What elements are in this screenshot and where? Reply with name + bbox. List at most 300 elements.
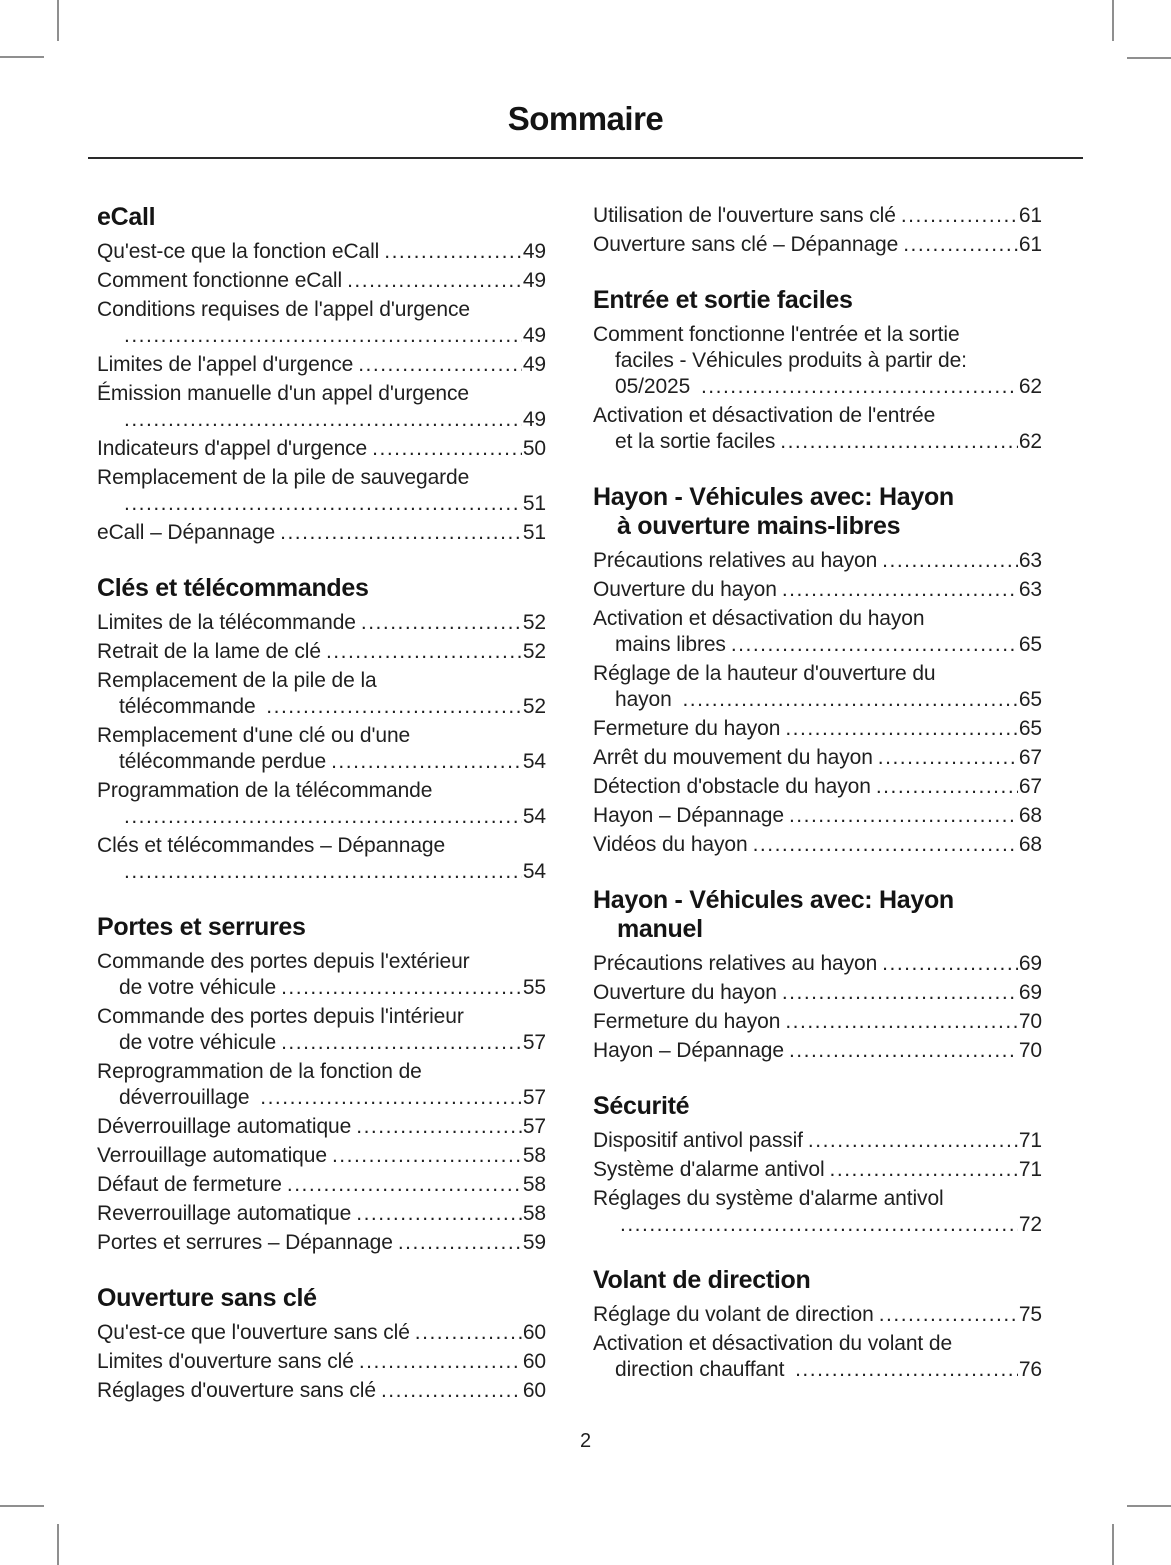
entry-line — [593, 1038, 1042, 1064]
dot-leader — [331, 749, 522, 775]
toc-section — [593, 203, 1042, 258]
entry-page-number: 72 — [1018, 1213, 1042, 1236]
dot-leader — [372, 436, 522, 462]
entry-text: de votre véhicule — [119, 1031, 277, 1054]
entry-text: Réglage du volant de direction — [593, 1303, 874, 1326]
entry-line — [97, 1030, 546, 1056]
entry-line — [593, 374, 1042, 400]
entry-text: eCall – Dépannage — [97, 521, 276, 544]
crop-mark-bottom-right-vertical — [1112, 1524, 1114, 1565]
toc-entry — [97, 1004, 546, 1056]
dot-leader — [782, 577, 1018, 603]
entry-line — [593, 548, 1042, 574]
toc-entry — [593, 1128, 1042, 1154]
section-heading-line: manuel — [617, 915, 703, 943]
entry-page-number: 60 — [522, 1321, 546, 1344]
page-title: Sommaire — [507, 100, 664, 137]
entry-page-number: 76 — [1018, 1358, 1042, 1381]
entry-line — [593, 687, 1042, 713]
entry-text: Vidéos du hayon — [593, 833, 748, 856]
entry-line — [593, 429, 1042, 455]
dot-leader — [753, 832, 1018, 858]
entry-line — [97, 859, 546, 885]
toc-entry — [97, 668, 546, 720]
entry-page-number: 49 — [522, 408, 546, 431]
dot-leader — [124, 407, 522, 433]
section-heading — [97, 574, 546, 603]
toc-entry — [593, 1009, 1042, 1035]
toc-section — [97, 913, 546, 1256]
entry-line — [97, 723, 546, 749]
entry-line — [593, 774, 1042, 800]
dot-leader — [830, 1157, 1018, 1183]
section-heading-line: Volant de direction — [593, 1266, 811, 1294]
entry-text: direction chauffant — [615, 1358, 791, 1381]
toc-column-left — [97, 203, 546, 1407]
entry-text: Réglage de la hauteur d'ouverture du — [593, 662, 936, 685]
dot-leader — [381, 1378, 522, 1404]
toc-entry — [97, 1143, 546, 1169]
dot-leader — [260, 1085, 522, 1111]
section-heading — [593, 1266, 1042, 1295]
entry-page-number: 54 — [522, 805, 546, 828]
section-heading-line: à ouverture mains-libres — [617, 512, 901, 540]
section-heading-line: Ouverture sans clé — [97, 1284, 317, 1312]
dot-leader — [124, 323, 522, 349]
entry-line — [593, 803, 1042, 829]
entry-text: Programmation de la télécommande — [97, 779, 433, 802]
dot-leader — [326, 639, 522, 665]
entry-line — [593, 348, 1042, 374]
entry-line — [97, 491, 546, 517]
crop-mark-top-right-horizontal — [1127, 57, 1171, 59]
entry-page-number: 69 — [1018, 952, 1042, 975]
entry-line — [593, 1357, 1042, 1383]
entry-line — [593, 606, 1042, 632]
toc-entry — [593, 745, 1042, 771]
section-heading — [593, 483, 1042, 541]
entry-text: Arrêt du mouvement du hayon — [593, 746, 873, 769]
dot-leader — [266, 694, 522, 720]
entry-line — [97, 1172, 546, 1198]
crop-mark-top-right-vertical — [1112, 0, 1114, 41]
toc-entry — [97, 610, 546, 636]
toc-entry — [97, 520, 546, 546]
toc-column-right — [593, 203, 1042, 1386]
section-heading-line: Portes et serrures — [97, 913, 306, 941]
toc-entry — [97, 352, 546, 378]
entry-page-number: 65 — [1018, 688, 1042, 711]
entry-text: Fermeture du hayon — [593, 717, 781, 740]
entry-text: Défaut de fermeture — [97, 1173, 282, 1196]
section-heading — [593, 1092, 1042, 1121]
entry-text: Qu'est-ce que la fonction eCall — [97, 240, 380, 263]
entry-page-number: 57 — [522, 1086, 546, 1109]
section-heading-line: eCall — [97, 203, 156, 231]
crop-mark-bottom-left-horizontal — [0, 1505, 44, 1507]
entry-text: Réglages d'ouverture sans clé — [97, 1379, 376, 1402]
dot-leader — [795, 1357, 1018, 1383]
entry-page-number: 65 — [1018, 717, 1042, 740]
entry-line — [593, 832, 1042, 858]
toc-entry — [97, 268, 546, 294]
entry-line — [97, 520, 546, 546]
dot-leader — [124, 804, 522, 830]
entry-text: Limites de la télécommande — [97, 611, 356, 634]
entry-text: Réglages du système d'alarme antivol — [593, 1187, 944, 1210]
entry-page-number: 68 — [1018, 804, 1042, 827]
entry-page-number: 58 — [522, 1173, 546, 1196]
entry-page-number: 62 — [1018, 375, 1042, 398]
crop-mark-bottom-right-horizontal — [1127, 1505, 1171, 1507]
entry-text: Fermeture du hayon — [593, 1010, 781, 1033]
toc-entry — [97, 723, 546, 775]
entry-text: Qu'est-ce que l'ouverture sans clé — [97, 1321, 410, 1344]
entry-line — [97, 833, 546, 859]
entry-text: mains libres — [615, 633, 726, 656]
dot-leader — [879, 1302, 1018, 1328]
toc-entry — [97, 778, 546, 830]
entry-text: déverrouillage — [119, 1086, 256, 1109]
toc-entry — [593, 232, 1042, 258]
entry-line — [593, 980, 1042, 1006]
entry-line — [593, 1331, 1042, 1357]
section-heading — [97, 1284, 546, 1313]
entry-text: Limites de l'appel d'urgence — [97, 353, 354, 376]
entry-line — [97, 1085, 546, 1111]
entry-line — [593, 322, 1042, 348]
entry-line — [97, 975, 546, 1001]
entry-text: Conditions requises de l'appel d'urgence — [97, 298, 470, 321]
toc-section — [593, 1266, 1042, 1383]
entry-line — [97, 1201, 546, 1227]
section-heading — [593, 886, 1042, 944]
entry-line — [97, 639, 546, 665]
toc-section — [593, 1092, 1042, 1238]
entry-page-number: 61 — [1018, 204, 1042, 227]
entry-page-number: 65 — [1018, 633, 1042, 656]
entry-line — [97, 1114, 546, 1140]
dot-leader — [785, 1009, 1018, 1035]
entry-text: Détection d'obstacle du hayon — [593, 775, 871, 798]
entry-line — [97, 949, 546, 975]
entry-text: Remplacement de la pile de la — [97, 669, 377, 692]
entry-line — [593, 632, 1042, 658]
entry-line — [593, 1128, 1042, 1154]
entry-text: Reverrouillage automatique — [97, 1202, 352, 1225]
entry-text: 05/2025 — [615, 375, 696, 398]
toc-entry — [97, 1114, 546, 1140]
entry-page-number: 69 — [1018, 981, 1042, 1004]
toc-entry — [97, 297, 546, 349]
entry-page-number: 68 — [1018, 833, 1042, 856]
dot-leader — [398, 1230, 522, 1256]
entry-text: Hayon – Dépannage — [593, 1039, 784, 1062]
toc-entry — [97, 465, 546, 517]
toc-entry — [593, 1157, 1042, 1183]
toc-entry — [593, 1302, 1042, 1328]
entry-line — [97, 381, 546, 407]
entry-text: hayon — [615, 688, 678, 711]
toc-entry — [97, 1172, 546, 1198]
dot-leader — [782, 980, 1018, 1006]
entry-text: télécommande perdue — [119, 750, 327, 773]
entry-page-number: 49 — [522, 269, 546, 292]
dot-leader — [281, 1030, 522, 1056]
entry-text: Activation et désactivation du hayon — [593, 607, 925, 630]
crop-mark-bottom-left-vertical — [57, 1524, 59, 1565]
entry-page-number: 75 — [1018, 1303, 1042, 1326]
dot-leader — [620, 1212, 1018, 1238]
entry-line — [97, 1320, 546, 1346]
entry-page-number: 54 — [522, 860, 546, 883]
dot-leader — [280, 520, 522, 546]
entry-line — [593, 403, 1042, 429]
entry-line — [593, 577, 1042, 603]
entry-page-number: 67 — [1018, 746, 1042, 769]
entry-page-number: 60 — [522, 1379, 546, 1402]
section-heading — [593, 286, 1042, 315]
entry-page-number: 49 — [522, 240, 546, 263]
toc-section — [97, 203, 546, 546]
toc-entry — [97, 1059, 546, 1111]
entry-line — [593, 1157, 1042, 1183]
entry-page-number: 55 — [522, 976, 546, 999]
toc-entry — [593, 322, 1042, 400]
toc-entry — [593, 832, 1042, 858]
toc-entry — [593, 716, 1042, 742]
entry-text: Reprogrammation de la fonction de — [97, 1060, 422, 1083]
entry-page-number: 60 — [522, 1350, 546, 1373]
entry-line — [593, 1009, 1042, 1035]
toc-entry — [97, 1378, 546, 1404]
entry-text: Dispositif antivol passif — [593, 1129, 803, 1152]
entry-line — [593, 716, 1042, 742]
entry-line — [593, 203, 1042, 229]
entry-line — [97, 1004, 546, 1030]
entry-line — [97, 465, 546, 491]
entry-page-number: 59 — [522, 1231, 546, 1254]
dot-leader — [361, 610, 522, 636]
toc-entry — [593, 1038, 1042, 1064]
dot-leader — [780, 429, 1018, 455]
entry-page-number: 67 — [1018, 775, 1042, 798]
toc-entry — [593, 1186, 1042, 1238]
entry-page-number: 58 — [522, 1144, 546, 1167]
dot-leader — [682, 687, 1017, 713]
entry-page-number: 54 — [522, 750, 546, 773]
entry-line — [97, 1230, 546, 1256]
entry-line — [97, 749, 546, 775]
entry-line — [97, 352, 546, 378]
dot-leader — [903, 232, 1018, 258]
entry-page-number: 71 — [1018, 1129, 1042, 1152]
toc-entry — [97, 949, 546, 1001]
toc-entry — [97, 1201, 546, 1227]
toc-entry — [593, 774, 1042, 800]
entry-line — [97, 804, 546, 830]
entry-text: Commande des portes depuis l'extérieur — [97, 950, 470, 973]
dot-leader — [808, 1128, 1018, 1154]
dot-leader — [332, 1143, 522, 1169]
crop-mark-top-left-vertical — [57, 0, 59, 41]
entry-text: Portes et serrures – Dépannage — [97, 1231, 393, 1254]
dot-leader — [356, 1201, 522, 1227]
dot-leader — [281, 975, 522, 1001]
entry-text: Clés et télécommandes – Dépannage — [97, 834, 446, 857]
entry-text: Précautions relatives au hayon — [593, 952, 878, 975]
entry-line — [97, 694, 546, 720]
entry-text: Système d'alarme antivol — [593, 1158, 825, 1181]
toc-entry — [593, 403, 1042, 455]
entry-page-number: 49 — [522, 324, 546, 347]
entry-page-number: 70 — [1018, 1010, 1042, 1033]
entry-page-number: 51 — [522, 521, 546, 544]
entry-text: Commande des portes depuis l'intérieur — [97, 1005, 464, 1028]
entry-text: Précautions relatives au hayon — [593, 549, 878, 572]
dot-leader — [882, 951, 1018, 977]
dot-leader — [358, 352, 522, 378]
dot-leader — [124, 859, 522, 885]
dot-leader — [878, 745, 1018, 771]
entry-line — [97, 268, 546, 294]
entry-line — [593, 661, 1042, 687]
dot-leader — [359, 1349, 522, 1375]
section-heading-line: Hayon - Véhicules avec: Hayon — [593, 886, 954, 914]
entry-line — [97, 407, 546, 433]
toc-entry — [97, 833, 546, 885]
entry-text: télécommande — [119, 695, 262, 718]
entry-text: Remplacement de la pile de sauvegarde — [97, 466, 470, 489]
entry-text: Retrait de la lame de clé — [97, 640, 321, 663]
entry-line — [97, 1378, 546, 1404]
toc-entry — [593, 1331, 1042, 1383]
dot-leader — [415, 1320, 522, 1346]
section-heading-line: Hayon - Véhicules avec: Hayon — [593, 483, 954, 511]
entry-line — [97, 610, 546, 636]
dot-leader — [287, 1172, 522, 1198]
entry-page-number: 51 — [522, 492, 546, 515]
toc-section — [593, 886, 1042, 1064]
entry-line — [593, 1186, 1042, 1212]
entry-line — [593, 951, 1042, 977]
dot-leader — [901, 203, 1018, 229]
entry-text: Hayon – Dépannage — [593, 804, 784, 827]
section-heading-line: Clés et télécommandes — [97, 574, 369, 602]
entry-text: Utilisation de l'ouverture sans clé — [593, 204, 896, 227]
toc-entry — [593, 203, 1042, 229]
entry-text: Limites d'ouverture sans clé — [97, 1350, 354, 1373]
toc-entry — [97, 381, 546, 433]
entry-line — [97, 323, 546, 349]
toc-entry — [97, 1320, 546, 1346]
entry-text: Comment fonctionne eCall — [97, 269, 343, 292]
entry-page-number: 70 — [1018, 1039, 1042, 1062]
dot-leader — [731, 632, 1018, 658]
crop-mark-top-left-horizontal — [0, 56, 44, 58]
entry-line — [97, 1059, 546, 1085]
entry-line — [593, 1212, 1042, 1238]
section-heading — [97, 203, 546, 232]
entry-page-number: 52 — [522, 695, 546, 718]
entry-line — [97, 436, 546, 462]
entry-line — [97, 297, 546, 323]
entry-text: Activation et désactivation du volant de — [593, 1332, 953, 1355]
dot-leader — [785, 716, 1018, 742]
toc-entry — [593, 548, 1042, 574]
entry-line — [593, 232, 1042, 258]
dot-leader — [701, 374, 1018, 400]
toc-entry — [593, 577, 1042, 603]
toc-entry — [593, 803, 1042, 829]
entry-line — [97, 1349, 546, 1375]
entry-text: de votre véhicule — [119, 976, 277, 999]
entry-text: Ouverture du hayon — [593, 578, 777, 601]
section-heading-line: Sécurité — [593, 1092, 690, 1120]
entry-line — [97, 778, 546, 804]
entry-page-number: 63 — [1018, 549, 1042, 572]
dot-leader — [124, 491, 522, 517]
toc-section — [97, 574, 546, 885]
dot-leader — [876, 774, 1018, 800]
entry-page-number: 57 — [522, 1115, 546, 1138]
entry-line — [593, 745, 1042, 771]
section-heading — [97, 913, 546, 942]
entry-text: Indicateurs d'appel d'urgence — [97, 437, 368, 460]
dot-leader — [356, 1114, 522, 1140]
entry-line — [97, 239, 546, 265]
entry-page-number: 63 — [1018, 578, 1042, 601]
toc-section — [97, 1284, 546, 1404]
entry-line — [593, 1302, 1042, 1328]
toc-entry — [593, 951, 1042, 977]
entry-text: Émission manuelle d'un appel d'urgence — [97, 382, 469, 405]
toc-section — [593, 483, 1042, 858]
entry-line — [97, 1143, 546, 1169]
entry-page-number: 52 — [522, 640, 546, 663]
toc-section — [593, 286, 1042, 455]
section-heading-line: Entrée et sortie faciles — [593, 286, 853, 314]
entry-page-number: 62 — [1018, 430, 1042, 453]
dot-leader — [789, 1038, 1018, 1064]
entry-text: Verrouillage automatique — [97, 1144, 327, 1167]
dot-leader — [789, 803, 1018, 829]
page-number: 2 — [579, 1430, 592, 1452]
entry-page-number: 71 — [1018, 1158, 1042, 1181]
dot-leader — [347, 268, 522, 294]
toc-entry — [97, 239, 546, 265]
toc-entry — [593, 661, 1042, 713]
entry-text: et la sortie faciles — [615, 430, 776, 453]
entry-text: Remplacement d'une clé ou d'une — [97, 724, 411, 747]
entry-line — [97, 668, 546, 694]
dot-leader — [384, 239, 522, 265]
entry-text: Comment fonctionne l'entrée et la sortie — [593, 323, 960, 346]
entry-page-number: 58 — [522, 1202, 546, 1225]
entry-text: Déverrouillage automatique — [97, 1115, 352, 1138]
toc-entry — [593, 980, 1042, 1006]
toc-entry — [593, 606, 1042, 658]
entry-page-number: 49 — [522, 353, 546, 376]
entry-page-number: 61 — [1018, 233, 1042, 256]
toc-entry — [97, 1230, 546, 1256]
entry-text: Activation et désactivation de l'entrée — [593, 404, 936, 427]
entry-page-number: 52 — [522, 611, 546, 634]
entry-page-number: 57 — [522, 1031, 546, 1054]
toc-entry — [97, 639, 546, 665]
entry-text: Ouverture sans clé – Dépannage — [593, 233, 899, 256]
dot-leader — [882, 548, 1018, 574]
